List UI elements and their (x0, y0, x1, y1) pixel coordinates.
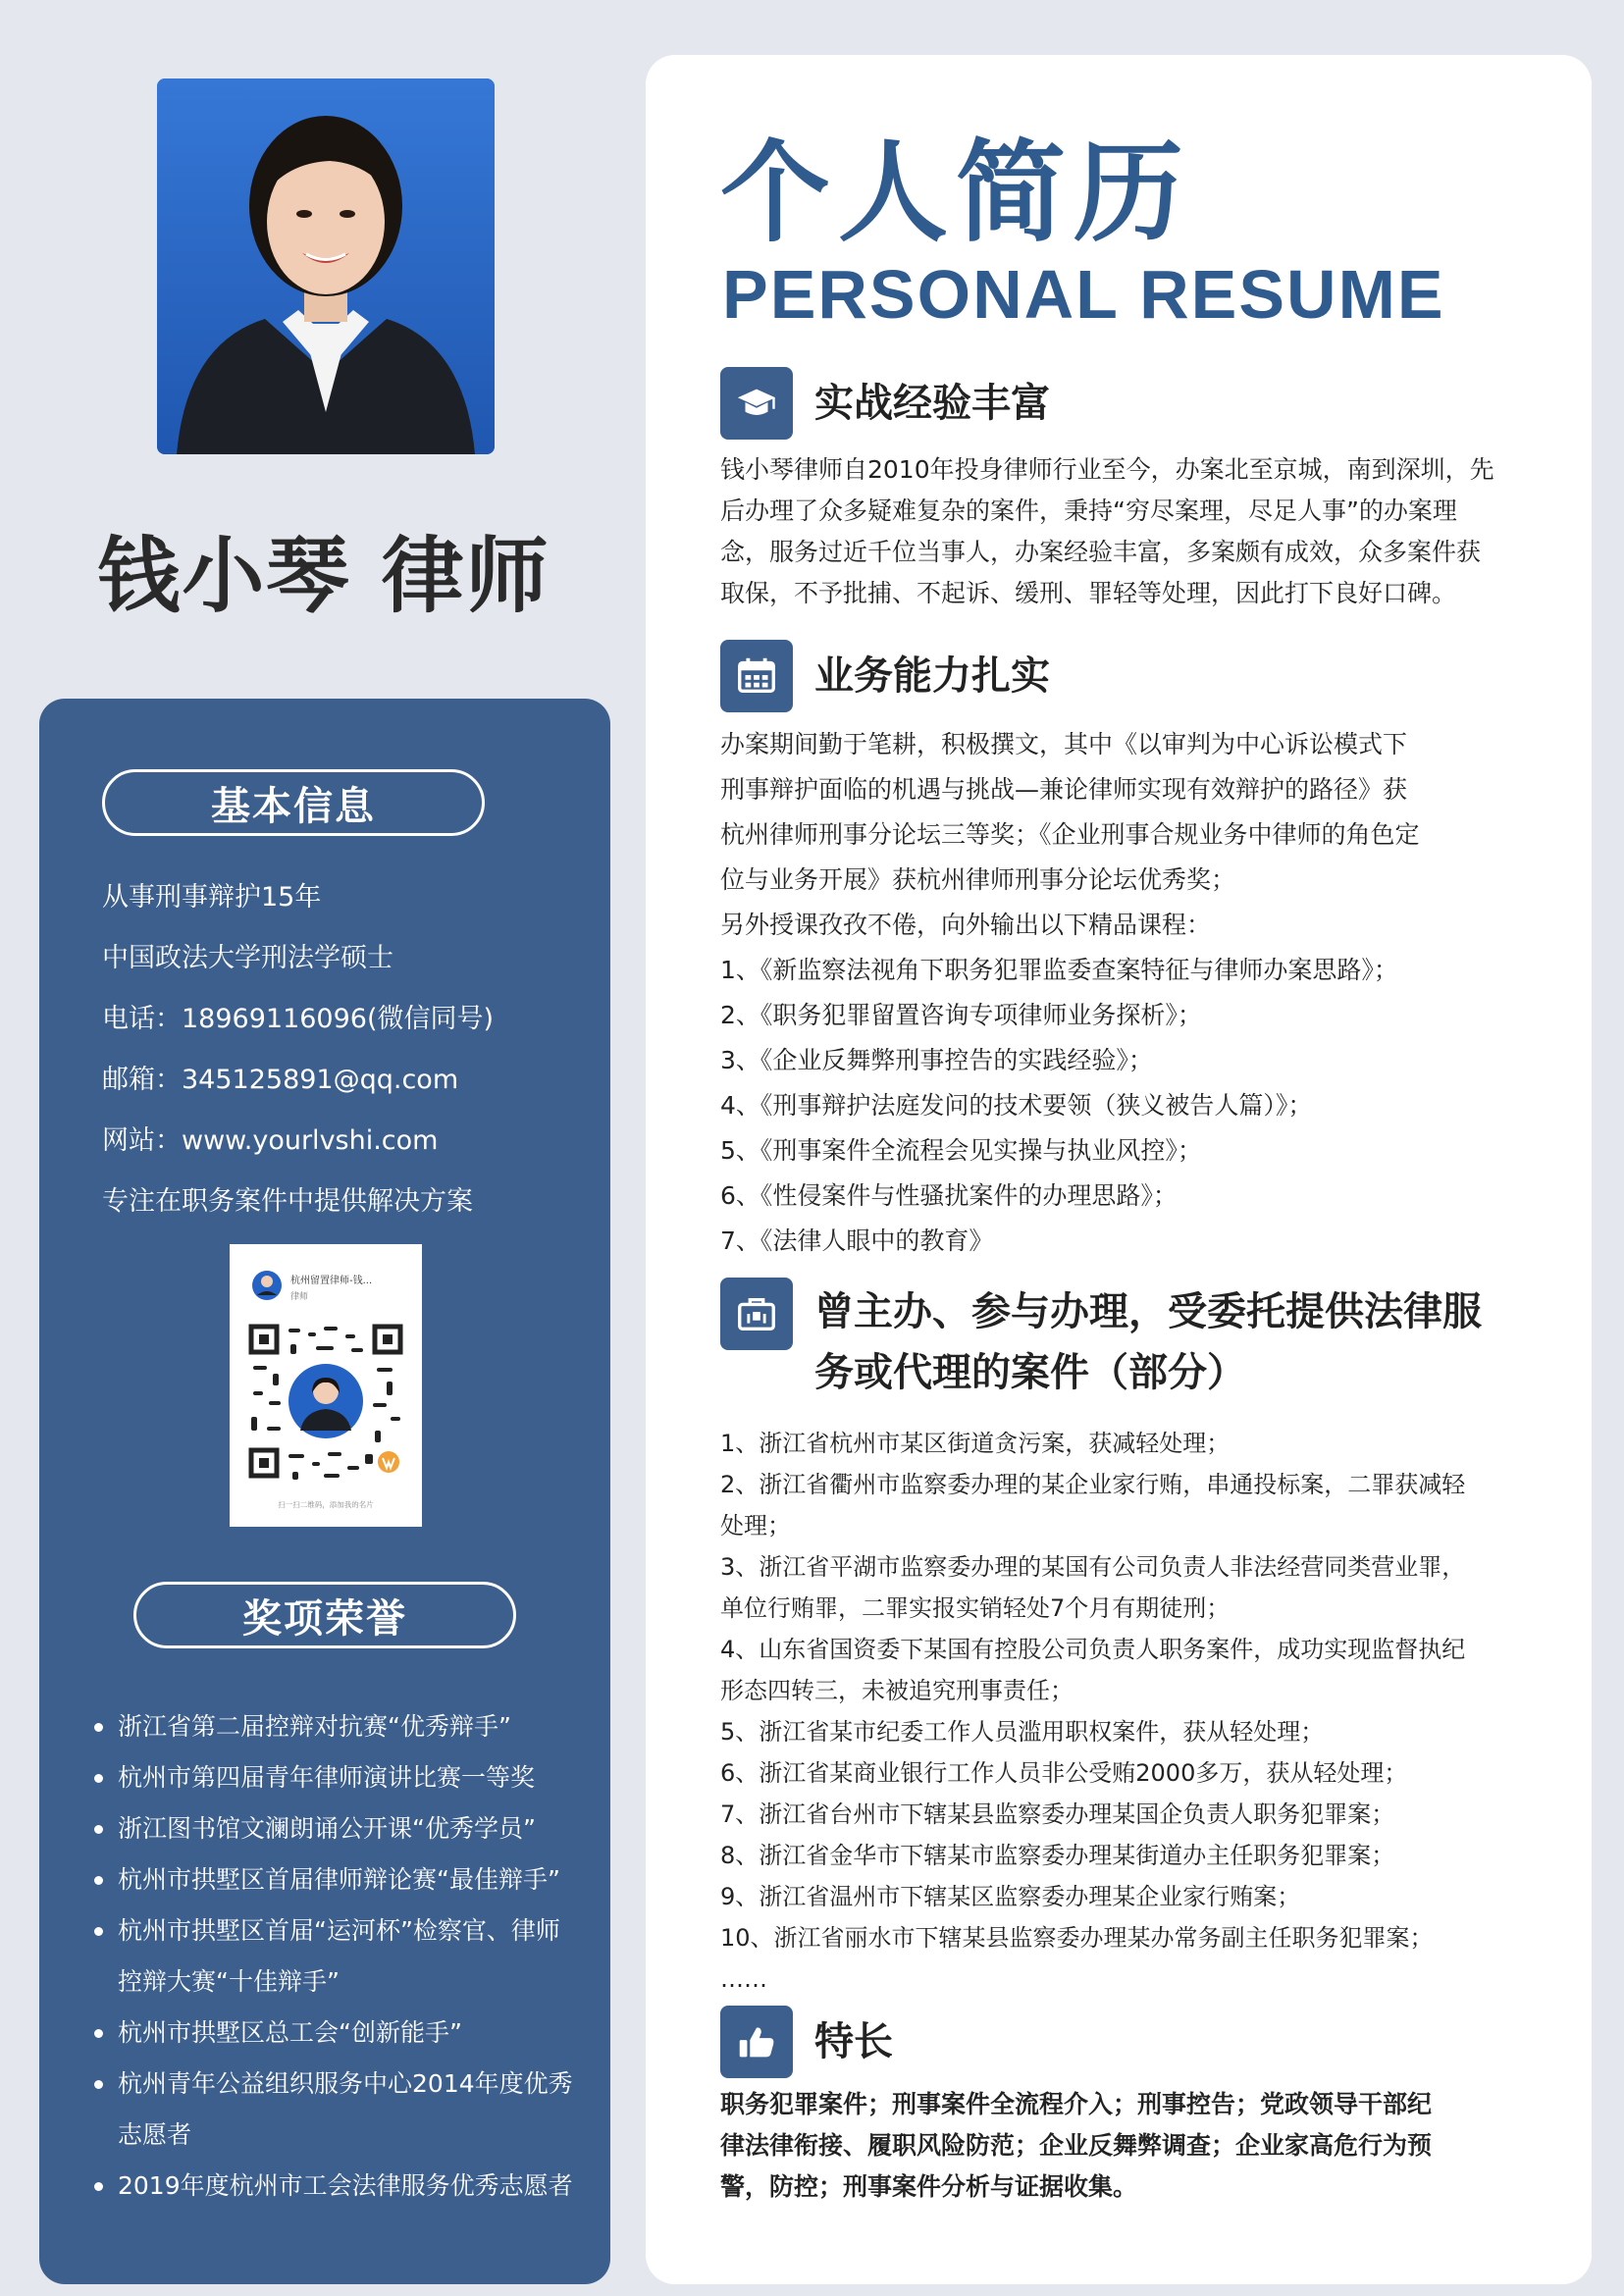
resume-title-en: PERSONAL RESUME (722, 256, 1445, 333)
resume-content-card (646, 55, 1592, 2284)
ability-line: 位与业务开展》获杭州律师刑事分论坛优秀奖； (720, 865, 1236, 894)
ability-line: 杭州律师刑事分论坛三等奖；《企业刑事合规业务中律师的角色定 (720, 820, 1420, 849)
course-item: 6、《性侵案件与性骚扰案件的办理思路》； (720, 1181, 1178, 1210)
case-item: 1、浙江省杭州市某区街道贪污案，获减轻处理； (720, 1430, 1231, 1457)
experience-line: 念，服务过近千位当事人，办案经验丰富，多案颇有成效，众多案件获 (720, 538, 1482, 566)
case-item: 4、山东省国资委下某国有控股公司负责人职务案件，成功实现监督执纪 (720, 1636, 1466, 1663)
cases-list (720, 1423, 1523, 2000)
case-item: 处理； (720, 1512, 791, 1539)
award-item: 浙江图书馆文澜朗诵公开课“优秀学员” (90, 1803, 581, 1854)
info-experience: 从事刑事辩护15年 (102, 882, 322, 913)
case-item: 8、浙江省金华市下辖某市监察委办理某街道办主任职务犯罪案； (720, 1842, 1395, 1869)
info-phone[interactable]: 电话：18969116096(微信同号) (102, 1004, 495, 1034)
case-item: 9、浙江省温州市下辖某区监察委办理某企业家行贿案； (720, 1883, 1301, 1910)
specialty-text (720, 2084, 1466, 2208)
info-focus: 专注在职务案件中提供解决方案 (102, 1186, 473, 1217)
case-item: 单位行贿罪，二罪实报实销轻处7个月有期徒刑； (720, 1594, 1231, 1622)
case-item: 2、浙江省衢州市监察委办理的某企业家行贿，串通投标案，二罪获减轻 (720, 1471, 1466, 1498)
case-item: 3、浙江省平湖市监察委办理的某国有公司负责人非法经营同类营业罪， (720, 1553, 1466, 1581)
experience-line: 后办理了众多疑难复杂的案件，秉持“穷尽案理，尽足人事”的办案理 (720, 496, 1457, 525)
course-item: 2、《职务犯罪留置咨询专项律师业务探析》； (720, 1001, 1202, 1029)
cases-title-line: 务或代理的案件（部分） (814, 1350, 1246, 1395)
experience-line: 钱小琴律师自2010年投身律师行业至今，办案北至京城，南到深圳，先 (720, 455, 1494, 484)
award-item: 杭州市拱墅区总工会“创新能手” (90, 2008, 581, 2059)
ability-text (720, 722, 1523, 1264)
specialty-line: 律法律衔接、履职风险防范；企业反舞弊调查；企业家高危行为预 (720, 2131, 1433, 2160)
case-item: 10、浙江省丽水市下辖某县监察委办理某办常务副主任职务犯罪案； (720, 1924, 1434, 1952)
info-education: 中国政法大学刑法学硕士 (102, 943, 393, 973)
experience-line: 取保，不予批捕、不起诉、缓刑、罪轻等处理，因此打下良好口碑。 (720, 579, 1457, 607)
specialty-title: 特长 (814, 2019, 893, 2064)
course-item: 1、《新监察法视角下职务犯罪监委查案特征与律师办案思路》； (720, 956, 1398, 984)
ability-line: 另外授课孜孜不倦，向外输出以下精品课程： (720, 911, 1212, 939)
profile-photo (157, 78, 495, 454)
award-item: 杭州青年公益组织服务中心2014年度优秀志愿者 (90, 2059, 581, 2161)
ability-line: 刑事辩护面临的机遇与挑战—兼论律师实现有效辩护的路径》获 (720, 775, 1408, 804)
qr-caption: 扫一扫二维码，添加我的名片 (278, 1500, 374, 1509)
ability-title: 业务能力扎实 (814, 653, 1050, 699)
wechat-qr-card[interactable] (230, 1244, 422, 1527)
course-item: 3、《企业反舞弊刑事控告的实践经验》； (720, 1046, 1153, 1074)
case-item: 6、浙江省某商业银行工作人员非公受贿2000多万，获从轻处理； (720, 1759, 1408, 1787)
ability-line: 办案期间勤于笔耕，积极撰文，其中《以审判为中心诉讼模式下 (720, 730, 1408, 758)
qr-code-graphic (230, 1244, 422, 1527)
award-item: 杭州市拱墅区首届“运河杯”检察官、律师控辩大赛“十佳辩手” (90, 1905, 581, 2008)
lawyer-name: 钱小琴 律师 (97, 528, 550, 624)
specialty-line: 职务犯罪案件；刑事案件全流程介入；刑事控告；党政领导干部纪 (720, 2090, 1433, 2118)
left-info-panel (39, 699, 610, 2284)
experience-title: 实战经验丰富 (814, 381, 1050, 426)
basic-info-heading: 基本信息 (102, 769, 485, 836)
specialty-line: 警，防控；刑事案件分析与证据收集。 (720, 2172, 1138, 2201)
cases-title-line: 曾主办、参与办理，受委托提供法律服 (814, 1289, 1482, 1334)
cases-title (814, 1281, 1482, 1403)
case-item: 5、浙江省某市纪委工作人员滥用职权案件，获从轻处理； (720, 1718, 1325, 1746)
portrait-illustration (157, 78, 495, 454)
awards-list (90, 1701, 581, 2212)
case-item: 形态四转三，未被追究刑事责任； (720, 1677, 1074, 1704)
graduation-cap-icon (720, 367, 793, 440)
qr-sub-text: 律师 (290, 1292, 309, 1302)
info-website[interactable]: 网站：www.yourlvshi.com (102, 1125, 439, 1156)
basic-info-list (102, 867, 494, 1232)
award-item: 杭州市第四届青年律师演讲比赛一等奖 (90, 1752, 581, 1803)
awards-heading: 奖项荣誉 (133, 1582, 516, 1648)
thumbs-up-icon (720, 2006, 793, 2078)
calendar-icon (720, 640, 793, 712)
resume-title-cn: 个人简历 (720, 130, 1191, 257)
case-item: …… (720, 1965, 767, 1993)
course-item: 5、《刑事案件全流程会见实操与执业风控》； (720, 1136, 1202, 1165)
case-item: 7、浙江省台州市下辖某县监察委办理某国企负责人职务犯罪案； (720, 1800, 1395, 1828)
course-item: 7、《法律人眼中的教育》 (720, 1226, 994, 1255)
experience-text (720, 449, 1523, 614)
briefcase-icon (720, 1278, 793, 1350)
award-item: 杭州市拱墅区首届律师辩论赛“最佳辩手” (90, 1854, 581, 1905)
award-item: 2019年度杭州市工会法律服务优秀志愿者 (90, 2161, 581, 2212)
award-item: 浙江省第二届控辩对抗赛“优秀辩手” (90, 1701, 581, 1752)
course-item: 4、《刑事辩护法庭发问的技术要领（狭义被告人篇）》； (720, 1091, 1313, 1120)
info-email[interactable]: 邮箱：345125891@qq.com (102, 1065, 459, 1095)
qr-name-text: 杭州留置律师-钱... (290, 1276, 373, 1286)
